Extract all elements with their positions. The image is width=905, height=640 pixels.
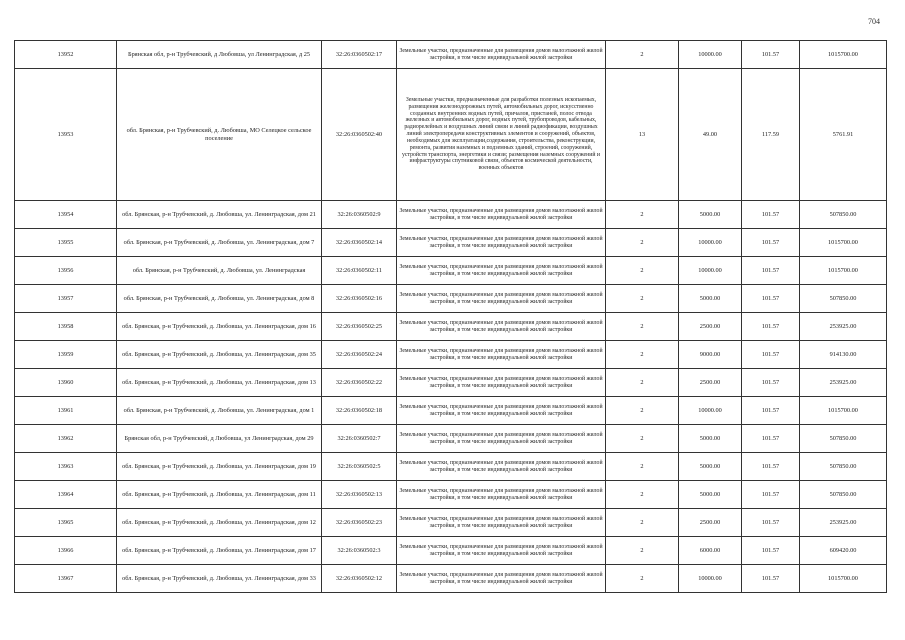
- cadastral-value-cell: 507850.00: [800, 453, 887, 481]
- address-cell: Брянская обл, р-н Трубчевский, д Любовша, ул Ленинградская, дом 29: [117, 425, 322, 453]
- cadastral-number-cell: 32:26:0360502:7: [322, 425, 397, 453]
- group-cell: 2: [606, 481, 679, 509]
- area-cell: 5000.00: [679, 453, 742, 481]
- specific-value-cell: 101.57: [742, 369, 800, 397]
- row-number-cell: 13955: [15, 229, 117, 257]
- area-cell: 9000.00: [679, 341, 742, 369]
- group-cell: 2: [606, 41, 679, 69]
- cadastral-value-cell: 914130.00: [800, 341, 887, 369]
- specific-value-cell: 101.57: [742, 537, 800, 565]
- group-cell: 2: [606, 453, 679, 481]
- permitted-use-cell: Земельные участки, предназначенные для размещения домов малоэтажной жилой застройки, в том числе индивидуальной жилой застройки: [397, 565, 606, 593]
- cadastral-number-cell: 32:26:0360502:22: [322, 369, 397, 397]
- cadastral-value-cell: 507850.00: [800, 285, 887, 313]
- permitted-use-cell: Земельные участки, предназначенные для размещения домов малоэтажной жилой застройки, в том числе индивидуальной жилой застройки: [397, 397, 606, 425]
- cadastral-value-cell: 507850.00: [800, 481, 887, 509]
- table-row: [15, 453, 887, 481]
- row-number-cell: 13961: [15, 397, 117, 425]
- address-cell: Брянская обл, р-н Трубчевский, д Любовша, ул Ленинградская, д 25: [117, 41, 322, 69]
- cadastral-number-cell: 32:26:0360502:9: [322, 201, 397, 229]
- table-row: [15, 201, 887, 229]
- specific-value-cell: 101.57: [742, 229, 800, 257]
- cadastral-number-cell: 32:26:0360502:5: [322, 453, 397, 481]
- page-number: 704: [868, 17, 880, 26]
- address-cell: обл. Брянская, р-н Трубчевский, д. Любовша, ул. Ленинградская, дом 19: [117, 453, 322, 481]
- cadastral-value-cell: 1015700.00: [800, 565, 887, 593]
- cadastral-value-cell: 5761.91: [800, 69, 887, 201]
- address-cell: обл. Брянская, р-н Трубчевский, д. Любовша, ул. Ленинградская, дом 11: [117, 481, 322, 509]
- address-cell: обл. Брянская, р-н Трубчевский, д. Любовша, ул. Ленинградская, дом 33: [117, 565, 322, 593]
- table-row: [15, 69, 887, 201]
- specific-value-cell: 101.57: [742, 341, 800, 369]
- permitted-use-cell: Земельные участки, предназначенные для размещения домов малоэтажной жилой застройки, в том числе индивидуальной жилой застройки: [397, 537, 606, 565]
- permitted-use-cell: Земельные участки, предназначенные для размещения домов малоэтажной жилой застройки, в том числе индивидуальной жилой застройки: [397, 285, 606, 313]
- cadastral-value-cell: 1015700.00: [800, 229, 887, 257]
- specific-value-cell: 101.57: [742, 41, 800, 69]
- row-number-cell: 13954: [15, 201, 117, 229]
- group-cell: 2: [606, 537, 679, 565]
- group-cell: 2: [606, 229, 679, 257]
- specific-value-cell: 101.57: [742, 285, 800, 313]
- table-row: [15, 257, 887, 285]
- cadastral-value-cell: 1015700.00: [800, 397, 887, 425]
- table-row: [15, 229, 887, 257]
- cadastral-number-cell: 32:26:0360502:40: [322, 69, 397, 201]
- table-row: [15, 313, 887, 341]
- cadastral-number-cell: 32:26:0360502:11: [322, 257, 397, 285]
- row-number-cell: 13967: [15, 565, 117, 593]
- specific-value-cell: 101.57: [742, 481, 800, 509]
- group-cell: 2: [606, 201, 679, 229]
- group-cell: 2: [606, 509, 679, 537]
- address-cell: обл. Брянская, р-н Трубчевский, д. Любовша, ул. Ленинградская, дом 21: [117, 201, 322, 229]
- table-row: [15, 565, 887, 593]
- row-number-cell: 13962: [15, 425, 117, 453]
- table-row: [15, 41, 887, 69]
- row-number-cell: 13956: [15, 257, 117, 285]
- row-number-cell: 13953: [15, 69, 117, 201]
- cadastral-value-cell: 253925.00: [800, 369, 887, 397]
- cadastral-value-cell: 253925.00: [800, 313, 887, 341]
- cadastral-number-cell: 32:26:0360502:13: [322, 481, 397, 509]
- table-row: [15, 285, 887, 313]
- table-row: [15, 481, 887, 509]
- specific-value-cell: 101.57: [742, 201, 800, 229]
- row-number-cell: 13966: [15, 537, 117, 565]
- group-cell: 2: [606, 425, 679, 453]
- group-cell: 2: [606, 313, 679, 341]
- cadastral-number-cell: 32:26:0360502:12: [322, 565, 397, 593]
- address-cell: обл. Брянская, р-н Трубчевский, д. Любовша, ул. Ленинградская, дом 8: [117, 285, 322, 313]
- table-row: [15, 425, 887, 453]
- address-cell: обл. Брянская, р-н Трубчевский, д. Любовша, ул. Ленинградская, дом 12: [117, 509, 322, 537]
- row-number-cell: 13965: [15, 509, 117, 537]
- group-cell: 2: [606, 341, 679, 369]
- address-cell: обл. Брянская, р-н Трубчевский, д. Любовша, ул. Ленинградская: [117, 257, 322, 285]
- table-row: [15, 341, 887, 369]
- cadastral-number-cell: 32:26:0360502:16: [322, 285, 397, 313]
- cadastral-value-table: [14, 40, 887, 593]
- cadastral-number-cell: 32:26:0360502:3: [322, 537, 397, 565]
- address-cell: обл. Брянская, р-н Трубчевский, д. Любовша, ул. Ленинградская, дом 17: [117, 537, 322, 565]
- address-cell: обл. Брянская, р-н Трубчевский, д. Любовша, ул. Ленинградская, дом 7: [117, 229, 322, 257]
- address-cell: обл. Брянская, р-н Трубчевский, д. Любовша, МО Селецкое сельское поселение: [117, 69, 322, 201]
- area-cell: 10000.00: [679, 41, 742, 69]
- table-row: [15, 537, 887, 565]
- cadastral-number-cell: 32:26:0360502:24: [322, 341, 397, 369]
- area-cell: 10000.00: [679, 397, 742, 425]
- row-number-cell: 13963: [15, 453, 117, 481]
- area-cell: 5000.00: [679, 201, 742, 229]
- specific-value-cell: 101.57: [742, 453, 800, 481]
- permitted-use-cell: Земельные участки, предназначенные для размещения домов малоэтажной жилой застройки, в том числе индивидуальной жилой застройки: [397, 425, 606, 453]
- specific-value-cell: 101.57: [742, 397, 800, 425]
- cadastral-value-cell: 507850.00: [800, 201, 887, 229]
- group-cell: 2: [606, 285, 679, 313]
- area-cell: 10000.00: [679, 257, 742, 285]
- area-cell: 2500.00: [679, 509, 742, 537]
- permitted-use-cell: Земельные участки, предназначенные для размещения домов малоэтажной жилой застройки, в том числе индивидуальной жилой застройки: [397, 313, 606, 341]
- permitted-use-cell: Земельные участки, предназначенные для размещения домов малоэтажной жилой застройки, в том числе индивидуальной жилой застройки: [397, 481, 606, 509]
- cadastral-number-cell: 32:26:0360502:18: [322, 397, 397, 425]
- area-cell: 5000.00: [679, 425, 742, 453]
- group-cell: 2: [606, 257, 679, 285]
- specific-value-cell: 101.57: [742, 313, 800, 341]
- permitted-use-cell: Земельные участки, предназначенные для размещения домов малоэтажной жилой застройки, в том числе индивидуальной жилой застройки: [397, 257, 606, 285]
- cadastral-value-cell: 1015700.00: [800, 41, 887, 69]
- specific-value-cell: 101.57: [742, 509, 800, 537]
- area-cell: 5000.00: [679, 285, 742, 313]
- permitted-use-cell: Земельные участки, предназначенные для размещения домов малоэтажной жилой застройки, в том числе индивидуальной жилой застройки: [397, 341, 606, 369]
- permitted-use-cell: Земельные участки, предназначенные для размещения домов малоэтажной жилой застройки, в том числе индивидуальной жилой застройки: [397, 453, 606, 481]
- address-cell: обл. Брянская, р-н Трубчевский, д. Любовша, ул. Ленинградская, дом 16: [117, 313, 322, 341]
- row-number-cell: 13959: [15, 341, 117, 369]
- permitted-use-cell: Земельные участки, предназначенные для размещения домов малоэтажной жилой застройки, в том числе индивидуальной жилой застройки: [397, 369, 606, 397]
- area-cell: 6000.00: [679, 537, 742, 565]
- table-row: [15, 397, 887, 425]
- specific-value-cell: 101.57: [742, 425, 800, 453]
- area-cell: 10000.00: [679, 229, 742, 257]
- group-cell: 2: [606, 565, 679, 593]
- table-row: [15, 369, 887, 397]
- address-cell: обл. Брянская, р-н Трубчевский, д. Любовша, ул. Ленинградская, дом 1: [117, 397, 322, 425]
- row-number-cell: 13964: [15, 481, 117, 509]
- row-number-cell: 13952: [15, 41, 117, 69]
- specific-value-cell: 101.57: [742, 565, 800, 593]
- cadastral-value-cell: 609420.00: [800, 537, 887, 565]
- permitted-use-cell: Земельные участки, предназначенные для размещения домов малоэтажной жилой застройки, в том числе индивидуальной жилой застройки: [397, 509, 606, 537]
- specific-value-cell: 117.59: [742, 69, 800, 201]
- cadastral-number-cell: 32:26:0360502:25: [322, 313, 397, 341]
- permitted-use-cell: Земельные участки, предназначенные для разработки полезных ископаемых, размещения железнодорожных путей, автомобильных дорог, искусственно созданных внутренних водных путей, причалов, пристаней, полос отвода железных и автомобильных дорог, водных путей, трубопроводов, кабельных, радиорелейных и воздушных линий связи и линий радиофикации, воздушных линий электропередачи конструктивных элементов и сооружений, объектов, необходимых для эксплуатации,содержания, строительства, реконструкции, ремонта, развития наземных и подземных зданий, строений, сооружений, устройств транспорта, энергетики и связи; размещения наземных сооружений и инфраструктуры спутниковой связи, объектов космической деятельности, военных объектов: [397, 69, 606, 201]
- area-cell: 49.00: [679, 69, 742, 201]
- address-cell: обл. Брянская, р-н Трубчевский, д. Любовша, ул. Ленинградская, дом 13: [117, 369, 322, 397]
- area-cell: 10000.00: [679, 565, 742, 593]
- group-cell: 13: [606, 69, 679, 201]
- table-body: [15, 41, 887, 593]
- cadastral-value-cell: 1015700.00: [800, 257, 887, 285]
- cadastral-value-cell: 253925.00: [800, 509, 887, 537]
- permitted-use-cell: Земельные участки, предназначенные для размещения домов малоэтажной жилой застройки, в том числе индивидуальной жилой застройки: [397, 41, 606, 69]
- table-row: [15, 509, 887, 537]
- row-number-cell: 13957: [15, 285, 117, 313]
- cadastral-number-cell: 32:26:0360502:23: [322, 509, 397, 537]
- group-cell: 2: [606, 369, 679, 397]
- cadastral-number-cell: 32:26:0360502:17: [322, 41, 397, 69]
- area-cell: 2500.00: [679, 369, 742, 397]
- specific-value-cell: 101.57: [742, 257, 800, 285]
- address-cell: обл. Брянская, р-н Трубчевский, д. Любовша, ул. Ленинградская, дом 35: [117, 341, 322, 369]
- area-cell: 5000.00: [679, 481, 742, 509]
- permitted-use-cell: Земельные участки, предназначенные для размещения домов малоэтажной жилой застройки, в том числе индивидуальной жилой застройки: [397, 201, 606, 229]
- row-number-cell: 13958: [15, 313, 117, 341]
- permitted-use-cell: Земельные участки, предназначенные для размещения домов малоэтажной жилой застройки, в том числе индивидуальной жилой застройки: [397, 229, 606, 257]
- area-cell: 2500.00: [679, 313, 742, 341]
- row-number-cell: 13960: [15, 369, 117, 397]
- cadastral-number-cell: 32:26:0360502:14: [322, 229, 397, 257]
- group-cell: 2: [606, 397, 679, 425]
- cadastral-value-cell: 507850.00: [800, 425, 887, 453]
